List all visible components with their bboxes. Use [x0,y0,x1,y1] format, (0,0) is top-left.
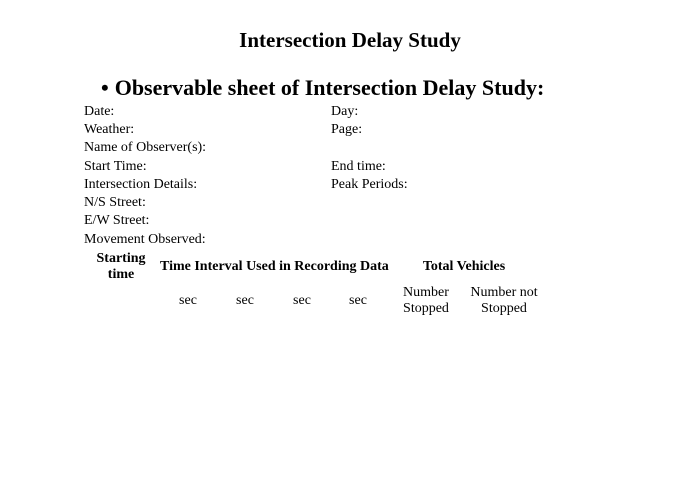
sec-label-2: sec [236,293,254,308]
section-heading [101,74,544,102]
sec-label-1: sec [179,293,197,308]
header-starting-line: Starting [96,251,146,266]
number-not-stopped-line1: Number not [470,285,538,300]
bullet-icon: • [101,75,109,100]
field-weather: Weather: [84,122,135,137]
header-total-vehicles: Total Vehicles [422,259,506,274]
field-intersection-details: Intersection Details: [84,177,198,192]
field-peak-periods: Peak Periods: [331,177,408,192]
field-movement-observed: Movement Observed: [84,232,206,247]
field-page: Page: [331,122,363,137]
field-ns-street: N/S Street: [84,195,146,210]
header-time-interval: Time Interval Used in Recording Data [160,259,389,274]
number-stopped-line2: Stopped [403,301,449,316]
field-observers: Name of Observer(s): [84,140,207,155]
section-heading-text: Observable sheet of Intersection Delay Study: [114,75,545,100]
field-day: Day: [331,104,359,119]
field-start-time: Start Time: [84,159,147,174]
header-starting-time [86,251,156,283]
field-end-time: End time: [331,159,386,174]
number-stopped-line1: Number [403,285,449,300]
header-number-not-stopped [464,285,544,317]
field-date: Date: [84,104,115,119]
header-number-stopped [396,285,456,317]
sec-label-4: sec [349,293,367,308]
page-title: Intersection Delay Study [239,28,461,52]
header-time-line: time [107,267,135,282]
sec-label-3: sec [293,293,311,308]
number-not-stopped-line2: Stopped [481,301,527,316]
field-ew-street: E/W Street: [84,213,150,228]
